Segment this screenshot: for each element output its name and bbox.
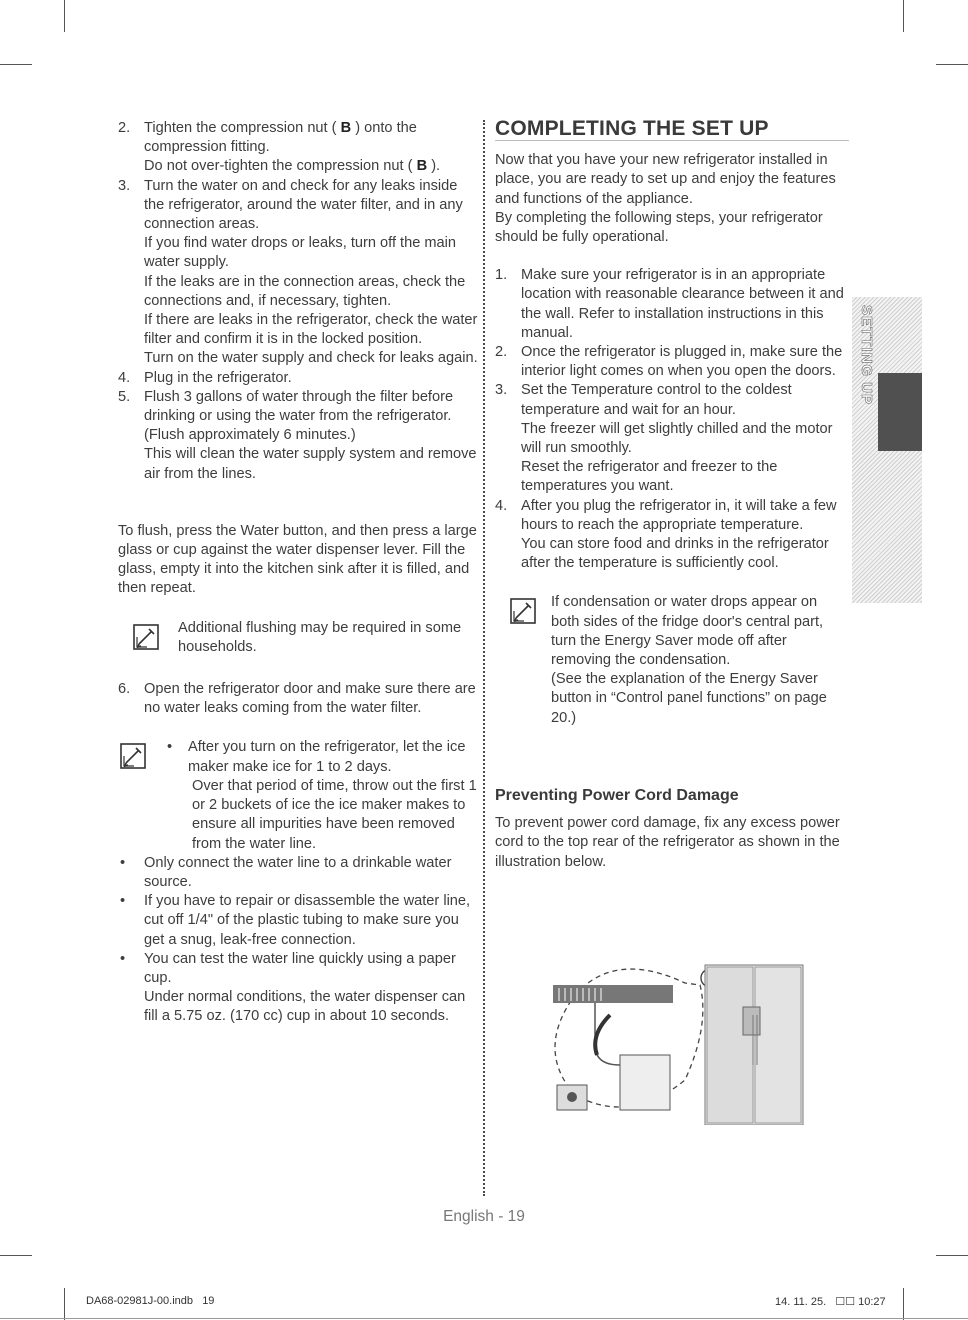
bullet-mark: •	[120, 950, 126, 967]
step-number: 1.	[495, 267, 508, 284]
intro-paragraph: Now that you have your new refrigerator installed in place, you are ready to set up and enjoy the features and functions of the appliance.	[495, 152, 836, 207]
intro-paragraph: By completing the following steps, your refrigerator should be fully operational.	[495, 209, 823, 246]
refrigerator-icon	[705, 965, 803, 1125]
step-text: Make sure your refrigerator is in an appropriate location with reasonable clearance between it and the wall. Refer to installation instructions in this manual.	[521, 267, 844, 341]
step-number: 5.	[118, 388, 131, 405]
left-column	[118, 119, 478, 1027]
step-5	[118, 388, 478, 484]
step-6	[118, 680, 478, 718]
step-text: Open the refrigerator door and make sure there are no water leaks coming from the water filter.	[144, 681, 476, 717]
crop-mark-left-bottom	[0, 1255, 32, 1256]
bullet-mark: •	[120, 893, 126, 910]
crop-mark-left-top	[0, 64, 32, 65]
step-subtext: Turn on the water supply and check for leaks again.	[144, 350, 478, 367]
note-subtext: (See the explanation of the Energy Saver button in “Control panel functions” on page 20.)	[551, 671, 827, 726]
step-number: 6.	[118, 681, 131, 698]
rear-closeup	[553, 985, 673, 1110]
note-text: If condensation or water drops appear on both sides of the fridge door's central part, turn the Energy Saver mode off after removing the condensation.	[551, 594, 824, 669]
page-number: English - 19	[443, 1208, 525, 1225]
bottom-rule	[0, 1318, 968, 1319]
note-icon	[132, 623, 160, 651]
crop-mark-bottom-right	[903, 1288, 904, 1320]
step-subtext: Reset the refrigerator and freezer to the temperatures you want.	[521, 459, 778, 495]
side-tab-marker	[878, 373, 922, 451]
step-2	[118, 119, 478, 177]
bullet-subtext: Under normal conditions, the water dispenser can fill a 5.75 oz. (170 cc) cup in about 10 seconds.	[144, 989, 466, 1025]
side-tab-label: SETTING UP	[858, 305, 875, 406]
bullet-item	[118, 892, 478, 950]
note-text: After you turn on the refrigerator, let the ice maker make ice for 1 to 2 days.	[188, 739, 466, 775]
bullet-item	[118, 950, 478, 1027]
note-icon	[509, 597, 537, 625]
bullet-text: You can test the water line quickly using a paper cup.	[144, 950, 456, 986]
setup-step-4	[495, 497, 849, 574]
step-number: 3.	[495, 382, 508, 399]
bullet-text: Only connect the water line to a drinkable water source.	[144, 854, 452, 890]
flush-paragraph: To flush, press the Water button, and then press a large glass or cup against the water dispenser lever. Fill the glass, empty it into the kitchen sink after it is filled, and then repeat.	[118, 522, 477, 597]
step-subtext: If there are leaks in the refrigerator, check the water filter and confirm it is in the locked position.	[144, 312, 478, 348]
step-number: 2.	[118, 120, 131, 136]
setup-step-3	[495, 381, 849, 496]
cord-paragraph: To prevent power cord damage, fix any excess power cord to the top rear of the refrigerator as shown in the illustration below.	[495, 815, 840, 870]
step-text: Tighten the compression nut ( B ) onto the compression fitting.	[144, 120, 417, 156]
step-subtext: The freezer will get slightly chilled and the motor will run smoothly.	[521, 420, 833, 457]
step-text: Flush 3 gallons of water through the filter before drinking or using the water from the refrigerator. (Flush approximately 6 minutes.)	[144, 388, 454, 444]
step-text: Plug in the refrigerator.	[144, 369, 292, 386]
crop-mark-right-top	[936, 64, 968, 65]
step-text: After you plug the refrigerator in, it will take a few hours to reach the appropriate temperature.	[521, 497, 837, 533]
step-subtext: If the leaks are in the connection areas, check the connections and, if necessary, tighten.	[144, 273, 466, 309]
bullet-mark: •	[120, 854, 126, 871]
crop-mark-top-left	[64, 0, 65, 32]
step-3	[118, 177, 478, 369]
step-number: 4.	[495, 497, 508, 514]
note-bullet: •	[167, 739, 173, 756]
column-divider	[483, 120, 485, 1196]
section-title: COMPLETING THE SET UP	[495, 119, 849, 141]
crop-mark-top-right	[903, 0, 904, 32]
note-ice-maker	[118, 738, 478, 853]
note-flushing	[118, 619, 478, 657]
print-timestamp: 14. 11. 25. ☐☐ 10:27	[775, 1296, 886, 1308]
crop-mark-right-bottom	[936, 1255, 968, 1256]
step-4	[118, 369, 478, 388]
step-number: 4.	[118, 369, 131, 386]
step-text: Set the Temperature control to the coldest temperature and wait for an hour.	[521, 382, 792, 418]
note-text: Additional flushing may be required in some households.	[178, 619, 462, 655]
setup-step-2	[495, 343, 849, 381]
note-subtext: Over that period of time, throw out the first 1 or 2 buckets of ice the ice maker makes to ensure all impurities have been removed from the water line.	[192, 777, 477, 852]
power-cord-illustration	[535, 955, 810, 1125]
step-subtext: Do not over-tighten the compression nut ( B ).	[144, 158, 441, 175]
step-subtext: If you find water drops or leaks, turn off the main water supply.	[144, 235, 457, 271]
subsection-title: Preventing Power Cord Damage	[495, 786, 739, 804]
note-icon	[119, 742, 147, 770]
bullet-item	[118, 854, 478, 892]
note-condensation	[495, 593, 849, 727]
step-text: Turn the water on and check for any leaks inside the refrigerator, around the water filter, and in any connection areas.	[144, 177, 463, 233]
setup-step-1	[495, 266, 849, 343]
step-number: 2.	[495, 344, 508, 361]
bullet-text: If you have to repair or disassemble the water line, cut off 1/4" of the plastic tubing to make sure you get a snug, leak-free connection.	[144, 893, 471, 948]
step-text: Once the refrigerator is plugged in, make sure the interior light comes on when you open the doors.	[521, 344, 843, 380]
right-column	[495, 119, 849, 872]
step-number: 3.	[118, 177, 131, 194]
crop-mark-bottom-left	[64, 1288, 65, 1320]
file-name: DA68-02981J-00.indb 19	[86, 1295, 215, 1307]
step-subtext: You can store food and drinks in the refrigerator after the temperature is sufficiently cool.	[521, 536, 829, 572]
step-subtext: This will clean the water supply system and remove air from the lines.	[144, 446, 477, 482]
